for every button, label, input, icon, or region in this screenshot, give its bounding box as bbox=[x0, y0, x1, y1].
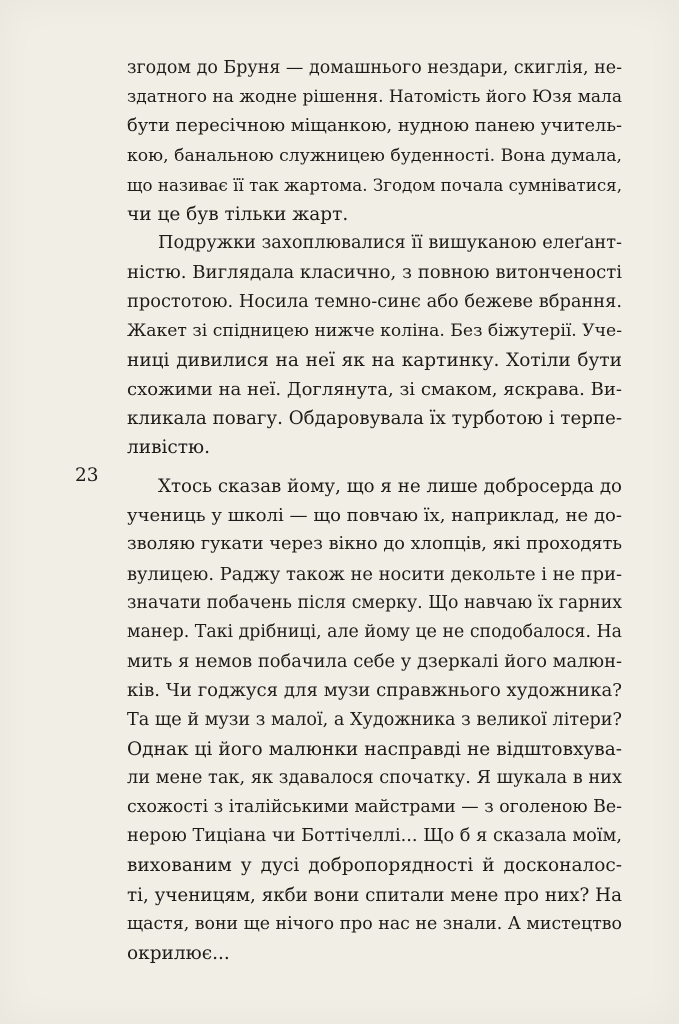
text-line: простотою. Носила темно-синє або бежеве вбрання. bbox=[127, 291, 622, 313]
text-line: Жакет зі спідницею нижче коліна. Без біжутерії. Уче- bbox=[127, 320, 622, 341]
text-line: що називає її так жартома. Згодом почала сумніватися, bbox=[127, 175, 622, 195]
text-line: ті, ученицям, якби вони спитали мене про них? На bbox=[127, 884, 622, 906]
text-line: Та ще й музи з малої, а Художника з великої літери? bbox=[127, 709, 622, 730]
text-line: ністю. Виглядала класично, з повною витонченості bbox=[127, 262, 622, 284]
text-line: Однак ці його малюнки насправді не відштовхува- bbox=[127, 738, 622, 760]
text-line: кою, банальною служницею буденності. Вона думала, bbox=[127, 145, 622, 166]
text-line: Подружки захоплювалися її вишуканою елеґант- bbox=[158, 233, 622, 253]
text-line: учениць у школі — що повчаю їх, наприклад, не до- bbox=[127, 505, 622, 527]
text-line: ниці дивилися на неї як на картинку. Хотіли бути bbox=[127, 349, 622, 371]
paragraph-3 bbox=[127, 472, 622, 968]
paragraph-2 bbox=[127, 229, 622, 463]
text-line: згодом до Бруня — домашнього нездари, скиглія, не- bbox=[127, 58, 622, 78]
text-line: зволяю гукати через вікно до хлопців, які проходять bbox=[127, 534, 622, 555]
text-line: ли мене так, як здавалося спочатку. Я шукала в них bbox=[127, 767, 622, 788]
text-line: Хтось сказав йому, що я не лише добросерда до bbox=[158, 476, 622, 497]
section-number: 23 bbox=[75, 465, 99, 486]
text-line: чи це був тільки жарт. bbox=[127, 203, 349, 225]
text-line: ливістю. bbox=[127, 437, 210, 459]
text-line: окрилює... bbox=[127, 943, 230, 964]
text-line: бути пересічною міщанкою, нудною панею учитель- bbox=[127, 116, 622, 137]
text-line: вулицею. Раджу також не носити декольте і не при- bbox=[127, 563, 622, 585]
paragraph-1 bbox=[127, 54, 622, 229]
text-line: кликала повагу. Обдаровувала їх турботою і терпе- bbox=[127, 408, 622, 430]
text-line: мить я немов побачила себе у дзеркалі його малюн- bbox=[127, 651, 622, 673]
text-line: значати побачень після смерку. Що навчаю їх гарних bbox=[127, 592, 622, 613]
text-line: ків. Чи годжуся для музи справжнього художника? bbox=[127, 680, 622, 702]
text-line: здатного на жодне рішення. Натомість його Юзя мала bbox=[127, 87, 622, 108]
text-line: щастя, вони ще нічого про нас не знали. А мистецтво bbox=[127, 913, 622, 934]
text-line: схожості з італійськими майстрами — з оголеною Ве- bbox=[127, 797, 622, 818]
text-line: вихованим у дусі добропорядності й досконалос- bbox=[127, 855, 622, 877]
text-line: нерою Тиціана чи Боттічеллі... Що б я сказала моїм, bbox=[127, 826, 622, 847]
text-line: манер. Такі дрібниці, але йому це не сподобалося. На bbox=[127, 621, 622, 642]
text-line: схожими на неї. Доглянута, зі смаком, яскрава. Ви- bbox=[127, 378, 622, 400]
